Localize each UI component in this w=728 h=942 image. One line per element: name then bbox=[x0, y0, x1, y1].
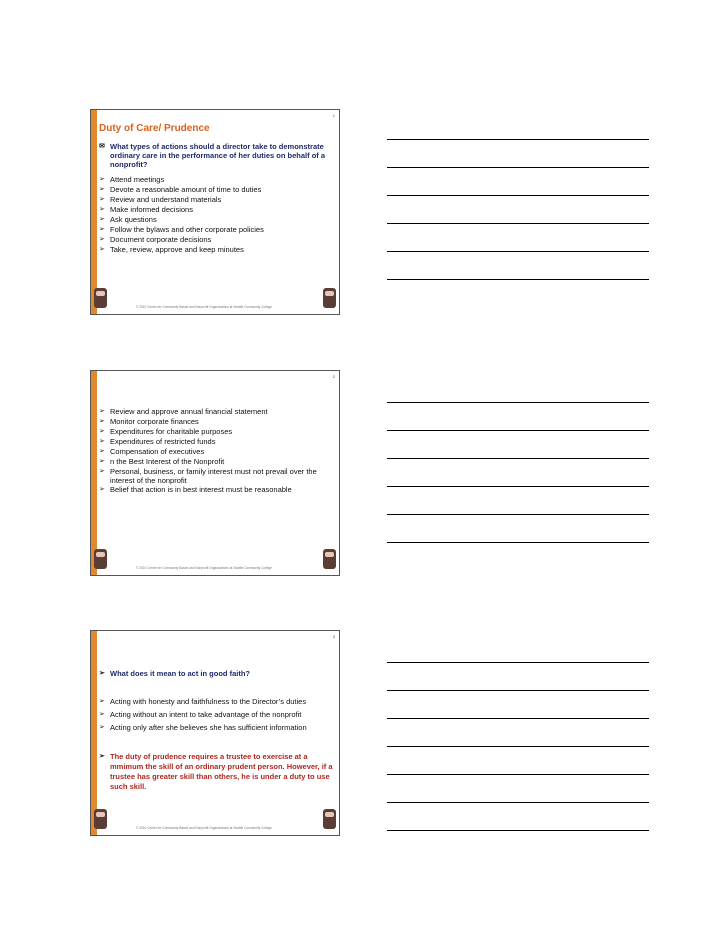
arrow-bullet-icon: ➢ bbox=[99, 428, 105, 435]
logo-right bbox=[323, 809, 336, 829]
arrow-bullet-icon: ➢ bbox=[99, 438, 105, 445]
footer-text: © 2010 Center for Community Based and Nonprofit Organizations at Seattle Community College bbox=[136, 566, 272, 570]
slide-title: Duty of Care/ Prudence bbox=[99, 123, 210, 134]
logo-left bbox=[94, 809, 107, 829]
logo-left bbox=[94, 288, 107, 308]
question: ✉ What types of actions should a director take to demonstrate ordinary care in the performance of her duties on behalf of a nonprofit? bbox=[99, 142, 326, 169]
envelope-icon: ✉ bbox=[99, 143, 105, 150]
arrow-bullet-icon: ➢ bbox=[99, 236, 105, 243]
slide-3 bbox=[90, 630, 340, 836]
footer-text: © 2010 Center for Community Based and Nonprofit Organizations at Seattle Community College bbox=[136, 305, 272, 309]
slide-content bbox=[99, 407, 333, 495]
arrow-bullet-icon: ➢ bbox=[99, 186, 105, 193]
slide-2 bbox=[90, 370, 340, 576]
arrow-bullet-icon: ➢ bbox=[99, 216, 105, 223]
arrow-bullet-icon: ➢ bbox=[99, 670, 105, 677]
arrow-bullet-icon: ➢ bbox=[99, 448, 105, 455]
bullet-item: ➢ Compensation of executives bbox=[99, 447, 205, 456]
arrow-bullet-icon: ➢ bbox=[99, 196, 105, 203]
bullet-item: ➢ Belief that action is in best interest must be reasonable bbox=[99, 485, 292, 494]
logo-right bbox=[323, 549, 336, 569]
bullet-item: ➢ n the Best Interest of the Nonprofit bbox=[99, 457, 225, 466]
bullet-item: ➢ Acting only after she believes she has sufficient information bbox=[99, 723, 307, 732]
page-number: 2 bbox=[332, 374, 335, 379]
slide-content bbox=[99, 142, 333, 255]
arrow-bullet-icon: ➢ bbox=[99, 206, 105, 213]
bullet-item: ➢ Devote a reasonable amount of time to duties bbox=[99, 185, 262, 194]
arrow-bullet-icon: ➢ bbox=[99, 408, 105, 415]
accent-bar bbox=[91, 371, 97, 575]
arrow-bullet-icon: ➢ bbox=[99, 418, 105, 425]
arrow-bullet-icon: ➢ bbox=[99, 753, 105, 760]
bullet-item: ➢ Review and understand materials bbox=[99, 195, 222, 204]
bullet-item: ➢ Review and approve annual financial statement bbox=[99, 407, 268, 416]
question: ➢ What does it mean to act in good faith? bbox=[99, 669, 250, 678]
arrow-bullet-icon: ➢ bbox=[99, 711, 105, 718]
bullet-item: ➢ Acting without an intent to take advantage of the nonprofit bbox=[99, 710, 302, 719]
arrow-bullet-icon: ➢ bbox=[99, 468, 105, 475]
bullet-item: ➢ Expenditures for charitable purposes bbox=[99, 427, 233, 436]
logo-right bbox=[323, 288, 336, 308]
bullet-item: ➢ Personal, business, or family interest must not prevail over the interest of the nonprofit bbox=[99, 467, 317, 485]
slide-1 bbox=[90, 109, 340, 315]
page-number: 1 bbox=[332, 113, 335, 118]
bullet-item: ➢ Document corporate decisions bbox=[99, 235, 212, 244]
footer-text: © 2010 Center for Community Based and Nonprofit Organizations at Seattle Community College bbox=[136, 826, 272, 830]
page-number: 3 bbox=[332, 634, 335, 639]
bullet-item: ➢ Attend meetings bbox=[99, 175, 165, 184]
bullet-item: ➢ Ask questions bbox=[99, 215, 157, 224]
prudence-note: ➢ The duty of prudence requires a trustee to exercise at a mmimum the skill of an ordinary prudent person. However, if a trustee has greater skill than others, he is under a duty to use such skill. bbox=[99, 752, 333, 791]
logo-left bbox=[94, 549, 107, 569]
bullet-item: ➢ Acting with honesty and faithfulness to the Director’s duties bbox=[99, 697, 307, 706]
arrow-bullet-icon: ➢ bbox=[99, 458, 105, 465]
arrow-bullet-icon: ➢ bbox=[99, 176, 105, 183]
arrow-bullet-icon: ➢ bbox=[99, 724, 105, 731]
bullet-item: ➢ Take, review, approve and keep minutes bbox=[99, 245, 244, 254]
arrow-bullet-icon: ➢ bbox=[99, 246, 105, 253]
bullet-item: ➢ Make informed decisions bbox=[99, 205, 193, 214]
accent-bar bbox=[91, 110, 97, 314]
arrow-bullet-icon: ➢ bbox=[99, 486, 105, 493]
arrow-bullet-icon: ➢ bbox=[99, 698, 105, 705]
bullet-item: ➢ Expenditures of restricted funds bbox=[99, 437, 216, 446]
slide-content bbox=[99, 669, 333, 792]
bullet-item: ➢ Follow the bylaws and other corporate policies bbox=[99, 225, 264, 234]
arrow-bullet-icon: ➢ bbox=[99, 226, 105, 233]
accent-bar bbox=[91, 631, 97, 835]
bullet-item: ➢ Monitor corporate finances bbox=[99, 417, 199, 426]
